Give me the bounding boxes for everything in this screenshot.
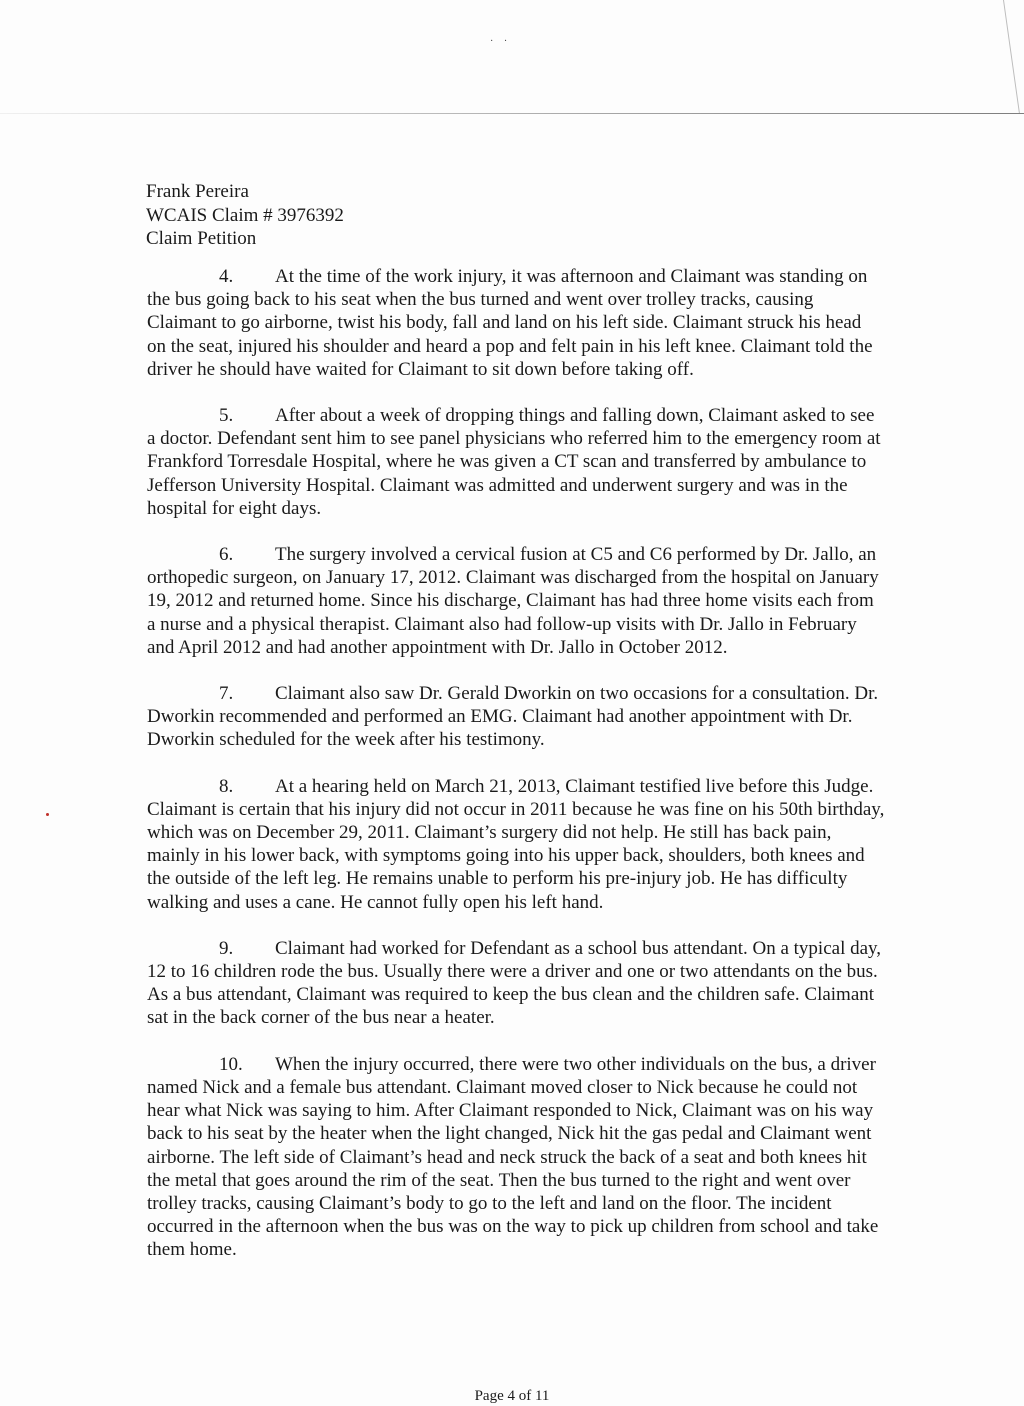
paragraph-number: 6. [219,544,234,566]
document-type: Claim Petition [146,228,257,249]
paragraph-8 [147,775,885,914]
paragraph-text: When the injury occurred, there were two other individuals on the bus, a driver named Nick and a female bus attendant. Claimant moved closer to Nick because he could not hear what Nick was saying to him. After Claimant responded to Nick, Claimant was on his way back to his seat by the heater when the light changed, Nick hit the gas pedal and Claimant went airborne. The left side of Claimant’s head and neck struck the back of a seat and both knees hit the metal that goes around the rim of the seat. Then the bus turned to the right and went over trolley tracks, causing Claimant’s body to go to the left and land on the floor. The incident occurred in the afternoon when the bus was on the way to pick up children from school and take them home. [147,1053,879,1261]
paragraph-text: Claimant also saw Dr. Gerald Dworkin on two occasions for a consultation. Dr. Dworkin recommended and performed an EMG. Claimant had another appointment with Dr. Dworkin scheduled for the week after his testimony. [147,683,879,751]
paragraph-6 [147,543,885,659]
paragraph-5 [147,404,885,520]
claim-number: WCAIS Claim # 3976392 [146,204,344,226]
page-number-footer: Page 4 of 11 [474,1388,550,1404]
paragraph-text: The surgery involved a cervical fusion at C5 and C6 performed by Dr. Jallo, an orthopedic surgeon, on January 17, 2012. Claimant was discharged from the hospital on January 19, 2012 and returned home. Since his discharge, Claimant has had three home visits each from a nurse and a physical therapist. Claimant also had follow-up visits with Dr. Jallo in February and April 2012 and had another appointment with Dr. Jallo in October 2012. [147,544,879,658]
paragraph-text: At a hearing held on March 21, 2013, Claimant testified live before this Judge. Claimant is certain that his injury did not occur in 2011 because he was fine on his 50th birthday, which was on December 29, 2011. Claimant’s surgery did not help. He still has back pain, mainly in his lower back, with symptoms going into his upper back, shoulders, both knees and the outside of the left leg. He remains unable to perform his pre-injury job. He has difficulty walking and uses a cane. He cannot fully open his left hand. [147,775,885,913]
document-body [147,265,885,1285]
paragraph-number: 8. [219,775,234,797]
claimant-name: Frank Pereira [146,181,249,202]
scan-page-edge [0,113,1024,114]
paragraph-text: After about a week of dropping things and falling down, Claimant asked to see a doctor. Defendant sent him to see panel physicians who referred him to the emergency room at Frankford Torresdale Hospital, where he was given a CT scan and transferred by ambulance to Jefferson University Hospital. Claimant was admitted and underwent surgery and was in the hospital for eight days. [147,405,881,519]
paragraph-number: 7. [219,683,234,705]
scan-corner-edge [1003,0,1024,113]
paragraph-number: 10. [219,1053,243,1075]
paragraph-number: 9. [219,937,234,959]
document-header [146,180,344,251]
paragraph-number: 5. [219,405,234,427]
paragraph-text: Claimant had worked for Defendant as a school bus attendant. On a typical day, 12 to 16 children rode the bus. Usually there were a driver and one or two attendants on the bus. As a bus attendant, Claimant was required to keep the bus clean and the children safe. Claimant sat in the back corner of the bus near a heater. [147,937,882,1029]
scan-specks: · · [490,36,512,47]
paragraph-7 [147,682,885,752]
paragraph-number: 4. [219,266,234,287]
paragraph-text: At the time of the work injury, it was afternoon and Claimant was standing on the bus going back to his seat when the bus turned and went over trolley tracks, causing Claimant to go airborne, twist his body, fall and land on his left side. Claimant struck his head on the seat, injured his shoulder and heard a pop and felt pain in his left knee. Claimant told the driver he should have waited for Claimant to sit down before taking off. [147,266,873,380]
paragraph-9 [147,937,885,1030]
paragraph-10 [147,1053,885,1262]
paragraph-4 [147,265,885,381]
scan-red-mark [46,813,49,816]
